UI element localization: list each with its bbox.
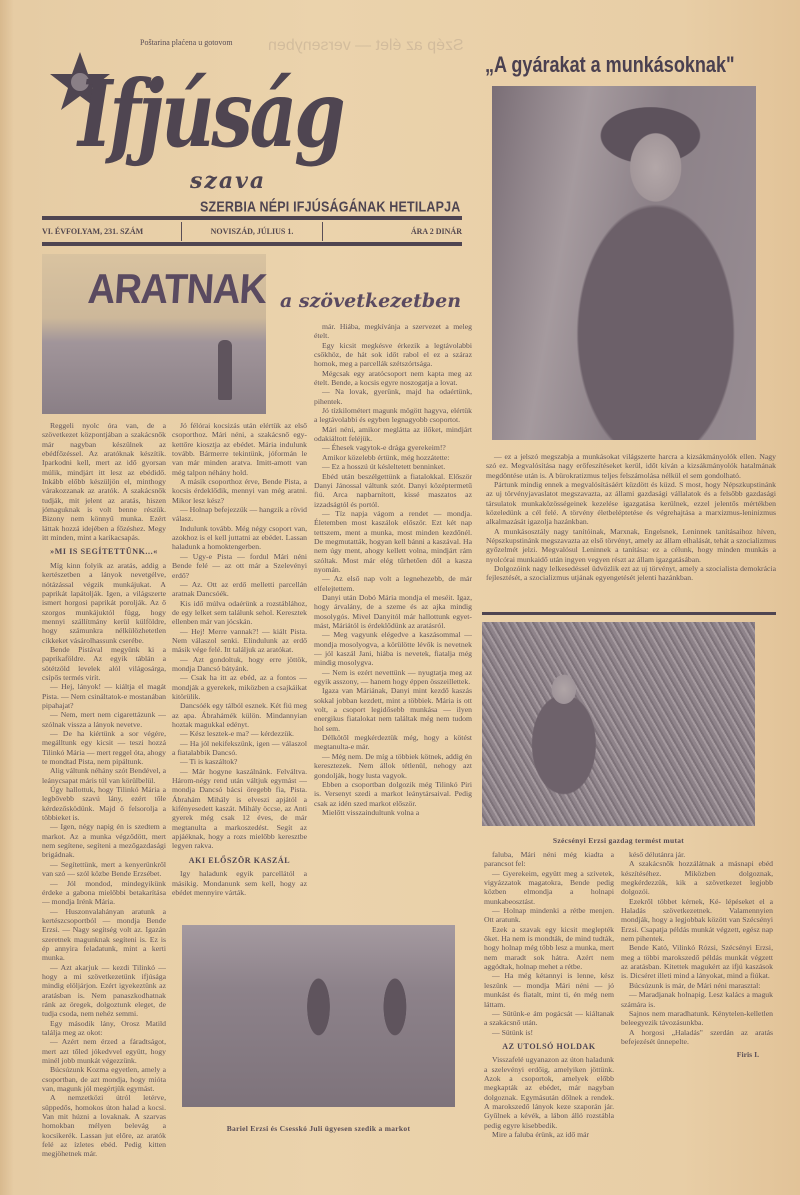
article-column-1 (42, 421, 166, 1161)
paragraph: — Holnap befejezzük — hangzik a rövid válasz. (172, 505, 307, 524)
paragraph: Danyi után Dobó Mária mondja el meséit. Igaz, hogy árvalány, de a szeme és az ajka mindig mosolygós. Mivel Danyitól már hallottunk egyet-mást, Máriától is érdeklődünk az aratásról. (314, 592, 472, 630)
issue-price: ÁRA 2 DINÁR (410, 227, 462, 236)
paragraph: — Ez a hosszú út késleltetett benninket. (322, 462, 446, 472)
paragraph: Mielőtt visszaindultunk volna a (322, 807, 420, 817)
masthead-tagline: SZERBIA NÉPI IFJÚSÁGÁNAK HETILAPJA (200, 198, 461, 216)
paragraph: — Hej! Merre vannak?! — kiált Pista. Nem válaszol senki. Elindulunk az erdő másik vége felé. Itt találjuk az aratókat. (172, 626, 307, 655)
paragraph: — Azt akarjuk — kezdi Tilinkó — hogy a mi szövetkezetünk ifjúsága mindig elöljárjon. Ezért igyekeztünk az aratásban is. Nem panaszkodhatnak ránk az öregek, dolgoztunk eleget, de tudja csoda, nem nehéz semmi. (42, 962, 166, 1019)
article-column-2 (172, 421, 307, 919)
paragraph: Délkötől megkérdeztük még, hogy a kötést megtanulta-e már. (314, 733, 472, 752)
paragraph: A másik csoporthoz érve, Bende Pista, a kocsis érdeklődik, mennyi van még aratni. Mikor lesz kész? (172, 477, 307, 505)
article-column-3 (314, 322, 472, 919)
paragraph: — Maradjanak holnapig. Lesz kalács a maguk számára is. (621, 990, 773, 1009)
right-article-headline: „A gyárakat a munkásoknak" (485, 52, 735, 77)
paragraph: — De ha kiértünk a sor végére, megálltunk egy kicsit — teszi hozzá Tilinkó Mária — mert reggel óta, ahogy te mondtad Pista, nem pipáltunk. (42, 729, 166, 767)
paragraph: — Az első nap volt a legnehezebb, de már elfelejtettem. (314, 574, 472, 593)
paragraph: Búcsúzunk is már, de Mári néni marasztal: (629, 980, 761, 990)
paragraph: Reggeli nyolc óra van, de a szövetkezet központjában a szakácsnők már nagyban készülnek az ebédfőzéssel. Az aratóknak készítik. Iparkodni kell, mert az idő gyorsan múlik, mindjárt itt lesz az ebédidő. Inkább előbb készüljön el, minthogy várakozzanak az aratók. A szakácsnők tudják, mit jelent az aratás, hiszen jómaguknak is volt benne részük. Bizony nem könnyű munka. Ezért láttak hozzá idejében a főzéshez. Megy itt minden, mint a karikacsapás. (42, 421, 166, 543)
paragraph: — Sütünk-e ám pogácsát — kiáltanak a szakácsnő után. (484, 1008, 614, 1028)
main-headline: ARATNAK (86, 266, 268, 314)
bottom-photo-caption: Bariel Erzsi és Csesskó Juli ügyesen szedik a markot (226, 1124, 411, 1133)
paragraph: Jó félórai kocsizás után elértük az első csoporthoz. Mári néni, a szakácsnő egy-kettőre kiosztja az ebédet. Mária indulunk tovább. Bármerre tekintünk, jóformán le van már minden aratva. Imitt-amott van még talpon néhány hold. (172, 421, 307, 477)
paragraph: A horgosi „Haladás" szerdán az aratás befejezését ünnepelte. (621, 1027, 773, 1046)
paragraph: — ez a jelszó megszabja a munkásokat világszerte harcra a kizsákmányolók ellen. Nagy szó ez. Megvalósítása nagy erőfeszítéseket kerül, időt kíván a kizsákmányolók hatalmának megdöntése után is. A bürokratizmus teljes felszámolása nélkül el sem gondolható. (486, 452, 776, 480)
paragraph: Sajnos nem maradhatunk. Kénytelen-kelletlen beleegyezik távozásunkba. (621, 1008, 773, 1028)
paragraph: — Hej, lányok! — kiáltja el magát Pista. — Nem csináltatok-e mostanában pipahajat? (42, 682, 166, 710)
right-article-body (486, 452, 776, 612)
paragraph: Ebben a csoportban dolgozik még Tilinkó Piri is. Versenyt szedi a markot leánytársaival. Pedig csak az idén szed markot először. (314, 779, 472, 808)
paragraph: Jó tízkilométert magunk mögött hagyva, elértük a legtávolabbi és egyben legnagyobb csoportot. (314, 406, 472, 425)
paragraph: Amikor közelebb értünk, még hozzátette: (322, 452, 450, 462)
paragraph: — Nem is ezért nevettünk — nyugtatja meg az egyik asszony, — hanem hogy éppen összeillettek. (314, 667, 472, 687)
paragraph: — Tíz napja vágom a rendet — mondja. Életemben most kaszálok először. Ezt két nap tettszem, ment a munka, most minden kezdőnél. De megmutatták, hogyan kell bánni a kaszával. Ha nem úgy ment, ahogy kellett volna, mindjárt rám szóltak. Most már elég tűrhetően dől a kasza nyomán. (314, 508, 472, 574)
paragraph: Pártunk mindig ennek a megvalósításáért küzdött és küzd. S most, hogy Népszkupstinánk az uj törvényjavaslatot megszavazta, az állami gazdasági vállalatok és a felsőbb gazdasági társulatok munkaközösségeinek kezelése igazgatása kerülnek, ezzel jelentős mértékben közeledünk a cél felé. A törvény életbeléptetése és végrehajtása a marxizmus-leninizmus alkalmazását igazolja hazánkban. (486, 480, 776, 527)
paragraph: Kis idő múlva odaérünk a rozstáblához, de egy lelket sem találunk sehol. Keresztek ellenben már van jócskán. (172, 598, 307, 627)
subheading: »MI IS SEGÍTETTÜNK...« (50, 547, 158, 557)
paragraph: Egy második lány, Orosz Matild találja meg az okot: (42, 1018, 166, 1037)
paragraph: — Ha jól nekifekszünk, igen — válaszol a fiatalabbik Dancsó. (172, 738, 307, 758)
paragraph: — Még nem. De míg a többiek kötnek, addig én keresztezek. Nem állok tétlenül, nehogy azt gondolják, hogy lusta vagyok. (314, 751, 472, 780)
paragraph: Dolgozóink nagy lelkesedéssel üdvözlik ezt az uj törvényt, amely a szocialista demokrácia fejlesztését, a szocializmus utjának egyengetését jelenti hazánkban. (486, 564, 776, 583)
paragraph: Igaza van Máriának, Danyi mint kezdő kaszás sokkal jobban kezdett, mint a többiek. Mária is ott volt, a csoport legidősebb munkása — ilyen energikus fiatalokat nem találtak még nem tudom hol sem. (314, 686, 472, 733)
paragraph: késő délutánra jár. (629, 850, 686, 859)
masthead-title: Ifjúság (78, 60, 343, 168)
divider (482, 612, 776, 615)
paragraph: Bende Pistával megyünk ki a paprikaföldre. Az egyik táblán a sötétzöld levelek alól világosárga, csípős termés virít. (42, 644, 166, 682)
paragraph: — Az. Ott az erdő melletti parcellán aratnak Dancsóék. (172, 579, 307, 599)
paragraph: Úgy hallottuk, hogy Tilinkó Mária a legbővebb szavú lány, ezért tőle kérdezősködünk. Majd ő felsorolja a többieket is. (42, 785, 166, 823)
paragraph: Indulunk tovább. Még négy csoport van, azokhoz is el kell juttatni az ebédet. Lassan haladunk a homoktengerben. (172, 523, 307, 552)
paragraph: Mári néni, amikor meglátta az ilőket, mindjárt odakiáltott feléjük. (314, 424, 472, 444)
article-column-5 (621, 850, 773, 1150)
worker-portrait-photo (492, 86, 756, 440)
subheading: AKI ELŐSZÖR KASZÁL (188, 855, 291, 865)
paragraph: — Gyerekeim, együtt meg a szívetek, vigyázzatok magatokra, Bende pedig közben elmondja a holnapi munkabeosztást. (484, 868, 614, 906)
issue-volume: VI. ÉVFOLYAM, 231. SZÁM (42, 222, 182, 241)
paragraph: Ezek a szavak egy kicsit meglepték őket. Ha nem is mondták, de mind tudták, hogy holnap még több lesz a munka, mert nem maradt sok hátra. Azért nem aggódtak, holnap mehet a rétbe. (484, 924, 614, 972)
sheaf-gathering-photo (182, 925, 455, 1107)
paragraph: Mire a faluba érünk, az idő már (492, 1129, 590, 1139)
paragraph: Dancsóék egy tálból esznek. Két fiú meg az apa. Ábrahámék külön. Mindannyian hoztak magukkal edényt. (172, 701, 307, 729)
harvester-figure (218, 340, 232, 400)
main-headline-sub: a szövetkezetben (280, 290, 462, 312)
paragraph: — Éhesek vagytok-e drága gyerekeim!? (322, 443, 446, 453)
author-signature: Firis I. (736, 1050, 759, 1060)
paragraph: már. Hiába, megkívánja a szervezet a meleg ételt. (314, 322, 472, 341)
paragraph: — Már hogyne kaszálnánk. Felváltva. Három-négy rend után váltjuk egymást — mondja Dancsó bácsi öregebb fia, Pista. Ábrahám Mihály is elveszi apjától a kifényesedett kaszát. Mihály öccse, az Anti gyerek még csak 12 éves, de már megtanulta a markoszedést. Segít az apjáéknak, hogy a rozs mielőbb keresztbe legyen rakva. (172, 766, 307, 851)
paragraph: — Igen, négy napig én is szedtem a markot. Az a munka végződött, mert nem segítene, segíteni a mezőgazdasági brigádnak. (42, 822, 166, 860)
paragraph: — Nem, mert nem cigarettázunk — szólnak vissza a lányok nevetve. (42, 710, 166, 729)
paragraph: — Azért nem érzed a fáradtságot, mert azt tőled jókedvvel együtt, hogy minél jobb munkát végezzünk. (42, 1037, 166, 1066)
paragraph: — Jól mondod, mindegyikünk érdeke a gabona mielőbbi betakarítása — mondja Irénk Mária. (42, 878, 166, 907)
field-photo (482, 622, 755, 826)
paragraph: Igy haladunk egyik parcellától a másikig. Mondanunk sem kell, hogy az ebédet mennyire várták. (172, 869, 307, 897)
postage-note: Poštarina plaćena u gotovom (140, 38, 233, 47)
article-column-4 (484, 850, 614, 1162)
paragraph: — Csak ha itt az ebéd, az a fontos — mondják a gyerekek, miközben a csajkáikat kitörülik. (172, 673, 307, 701)
paragraph: A szakácsnők hozzálátnak a másnapi ebéd készítéséhez. Miközben dolgoznak, megkérdezzük, kik a szövetkezet legjobb dolgozói. (621, 859, 773, 897)
issue-info-bar (42, 222, 462, 241)
paragraph: — Na lovak, gyerünk, majd ha odaértünk, pihentek. (314, 387, 472, 406)
divider (42, 216, 462, 220)
paragraph: Alig váltunk néhány szót Bendével, a leánycsapat máris túl van körülbelül. (42, 766, 166, 785)
paragraph: — Kész lesztek-e ma? — kérdezzük. (180, 729, 294, 739)
bleed-through-text: Szép az élet — versenyben (268, 37, 464, 54)
paragraph: — Segítettünk, mert a kenyerünkről van szó — szól közbe Bende Erzsébet. (42, 859, 166, 879)
paragraph: Visszafelé ugyanazon az úton haladunk a szelevényi erdőig, amelyiken jöttünk. Azok a csoportok, amelyek előbb megkapták az ebédet, már nagyban dolgoznak. Egymásután dőlnek a rendek. A marokszedő lányok keze szaporán jár. Gyűlnek a kévék, a lábon álló rozstábla pedig egyre kisebbedik. (484, 1055, 614, 1130)
paragraph: A munkásosztály nagy tanítóinak, Marxnak, Engelsnek, Leninnek tanításaihoz híven, Népszkupstinánk megszavazta az első törvényt, amely az állam elhalását, tehát a szocializmus győzelmét jelzi. Megvalósul Leninnek a tanítása: ez a célunk, hogy minden munkás a nyolcórai munkaidő után ingyen vegyen részt az állam igazgatásában. (486, 526, 776, 564)
paragraph: — Sütünk is! (492, 1027, 534, 1037)
masthead-subtitle: szava (190, 168, 267, 194)
paragraph: — Huszonvalahányan aratunk a kertészcsoportból — mondja Bende Erzsi. — Nagy segítség volt az. Igazán szeretnek magunknak segíteni is. Ez is ép annyira feladatunk, mint a kerti munka. (42, 906, 166, 963)
paragraph: Ezekről többet kérnek, Ké- lépéseket el a Haladás szövetkezetnek. Valamennyien mondják, hogy a legjobbak között van Szécsényi Erzsi. Csapatja példás munkát végzett, egész nap nem pihentek. (621, 896, 773, 944)
paragraph: Egy kicsit megkésve érkezik a legtávolabbi csőkhöz, de hát sok időt rabol el ez a száraz homok, meg a parcellák szétszórtsága. (314, 340, 472, 369)
paragraph: Míg kinn folyik az aratás, addig a kertészetben a lányok nevetgélve, nótázással végzik munkájukat. A paprikát lapátolják. Igen, a világszerte ismert horgosi paprikát porolják. Az ő szorgos munkájuktól függ, hogy mennyi szállítmány kerül külföldre, hogy számunkra nélkülözhetetlen cikkeket vásárolhassunk cserébe. (42, 560, 166, 645)
paragraph: — Ugy-e Pista — fordul Mári néni Bende felé — az ott már a Szelevényi erdő? (172, 551, 307, 580)
paragraph: — Meg vagyunk elégedve a kaszásommal — mondja mosolyogva, a körülötte lévők is nevetnek — jól kaszál Jani, hiába is nevetek, fiatalja még mindig mosolygva. (314, 630, 472, 668)
paragraph: Bende Kató, Vilinkó Rózsi, Szécsényi Erzsi, meg a többi marokszedő példás munkát végzett az aratásban. Kitettek magukért az ifjú kaszások is. Dicséret illeti mind a lányokat, mind a fiúkat. (621, 943, 773, 981)
paragraph: — Ha még kétannyi is lenne, kész leszünk — mondja Mári néni — jó munkást és fiatalt, mint ti, én még nem láttam. (484, 971, 614, 1009)
paragraph: A nemzetközi útról letérve, süppedős, homokos úton halad a kocsi. Van mit húzni a lovaknak. A szarvas homokban mélyen belevág a kocsikerék. Lassan jut előre, az aratók felé az ízletes ebéd. Pedig kitten megjöhetnek már. (42, 1093, 166, 1159)
paragraph: Ebéd után beszélgettünk a fiatalokkal. Először Danyi Jánossal váltunk szót. Danyi középtermetű fiú. Arca napbarnított, kissé maszatos az izzadságtól és portól. (314, 471, 472, 509)
issue-date: NOVISZÁD, JÚLIUS 1. (182, 222, 322, 241)
masthead-logo (40, 48, 470, 218)
paragraph: — Ti is kaszáltok? (180, 757, 238, 767)
paragraph: Búcsúzunk Kozma egyetlen, amely a csoportban, de azt mondja, hogy mióta van, magunk jól megértjük egymást. (42, 1065, 166, 1094)
divider (42, 242, 462, 246)
paragraph: — Holnap mindenki a rétbe menjen. Ott aratunk. (484, 906, 614, 925)
paragraph: faluba, Mári néni még kiadta a parancsot fel: (484, 850, 614, 869)
field-photo-caption: Szécsényi Erzsi gazdag termést mutat (552, 836, 685, 845)
paragraph: — Azt gondoltuk, hogy erre jöttök, mondja Dancsó bátyánk. (172, 654, 307, 673)
paragraph: Mégcsak egy aratócsoport nem kapta meg az ételt. Bende, a kocsis egyre noszogatja a lovat. (314, 368, 472, 388)
subheading: AZ UTOLSÓ HOLDAK (502, 1041, 596, 1051)
